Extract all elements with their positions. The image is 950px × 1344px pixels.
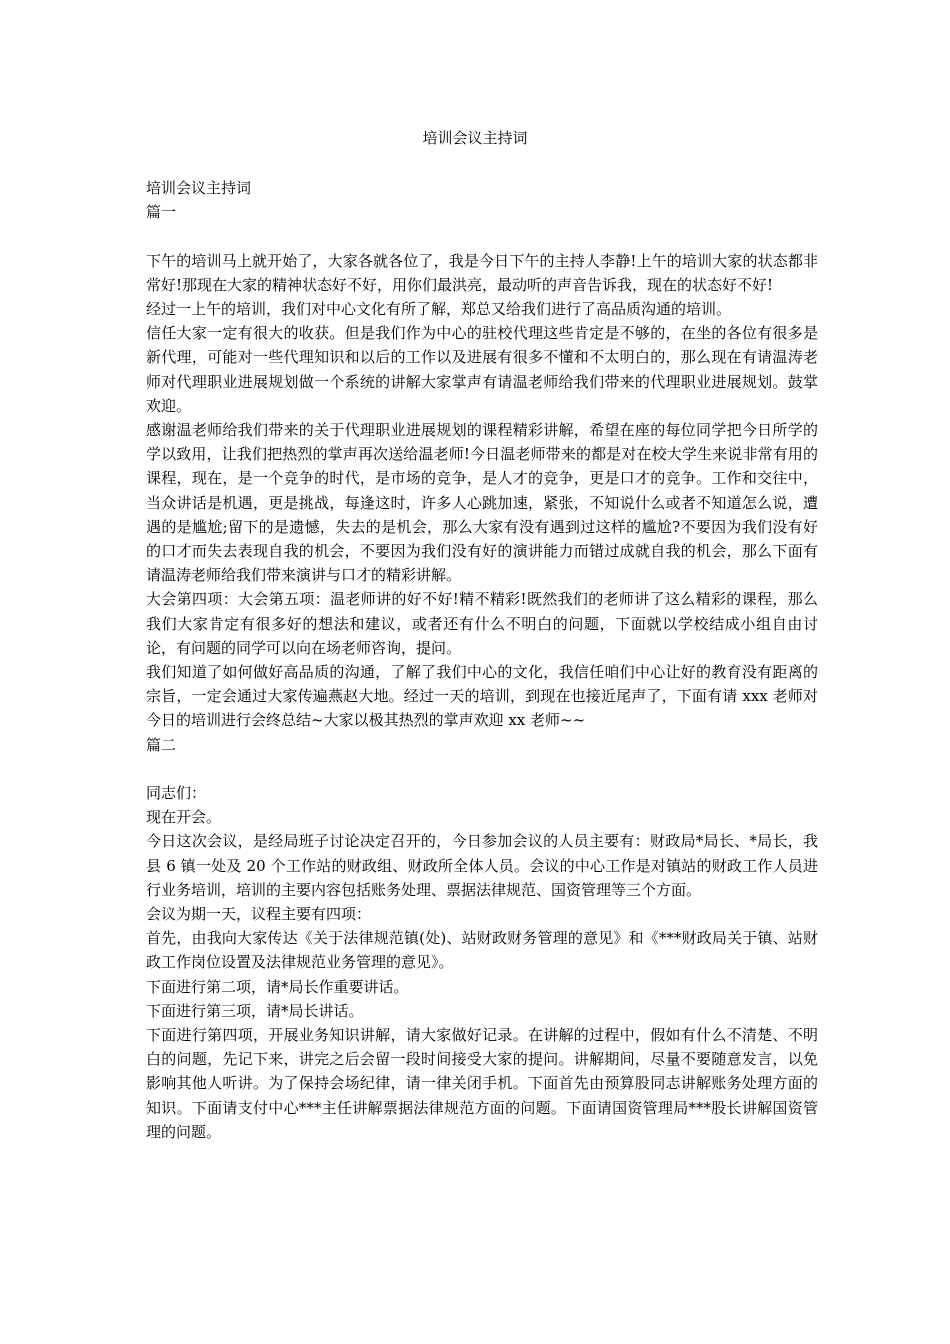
section1-paragraph: 下午的培训马上就开始了，大家各就各位了，我是今日下午的主持人李静!上午的培训大家的状态都非常好!那现在大家的精神状态好不好，用你们最洪亮，最动听的声音告诉我，现在的状态好不好! <box>146 251 818 294</box>
section2-paragraph: 下面进行第三项，请*局长讲话。 <box>146 1001 364 1020</box>
section-heading-1: 篇一 <box>146 203 177 222</box>
section2-paragraph: 现在开会。 <box>146 808 222 827</box>
section1-paragraph: 大会第四项：大会第五项：温老师讲的好不好!精不精彩!既然我们的老师讲了这么精彩的课程，那么我们大家肯定有很多好的想法和建议，或者还有什么不明白的问题，下面就以学校结成小组自由讨论，有问题的同学可以向在场老师咨询，提问。 <box>146 590 818 657</box>
section2-paragraph: 同志们： <box>146 784 207 803</box>
section1-paragraph: 信任大家一定有很大的收获。但是我们作为中心的驻校代理这些肯定是不够的，在坐的各位有很多是新代理，可能对一些代理知识和以后的工作以及进展有很多不懂和不太明白的，那么现在有请温涛老师对代理职业进展规划做一个系统的讲解大家掌声有请温老师给我们带来的代理职业进展规划。鼓掌欢迎。 <box>146 324 818 415</box>
section1-paragraph: 经过一上午的培训，我们对中心文化有所了解，郑总又给我们进行了高品质沟通的培训。 <box>146 300 732 318</box>
section2-paragraph: 下面进行第四项，开展业务知识讲解，请大家做好记录。在讲解的过程中，假如有什么不清楚、不明白的问题，先记下来，讲完之后会留一段时间接受大家的提问。讲解期间，尽量不要随意发言，以免影响其他人听讲。为了保持会场纪律，请一律关闭手机。下面首先由预算股同志讲解账务处理方面的知识。下面请支付中心***主任讲解票据法律规范方面的问题。下面请国资管理局***股长讲解国资管理的问题。 <box>146 1026 818 1141</box>
section2-paragraph: 首先，由我向大家传达《关于法律规范镇(处)、站财政财务管理的意见》和《***财政局关于镇、站财政工作岗位设置及法律规范业务管理的意见》。 <box>146 929 818 972</box>
section2-paragraph: 下面进行第二项，请*局长作重要讲话。 <box>146 977 409 996</box>
blank-line <box>146 757 818 781</box>
blank-line <box>146 224 818 248</box>
section1-paragraph: 我们知道了如何做好高品质的沟通，了解了我们中心的文化，我信任咱们中心让好的教育没有距离的宗旨，一定会通过大家传遍燕赵大地。经过一天的培训，到现在也接近尾声了，下面有请 xxx 老师对今日的培训进行会终总结~大家以极其热烈的掌声欢迎 xx 老师~~ <box>146 663 818 730</box>
document-title: 培训会议主持词 <box>422 129 528 147</box>
section2-paragraph: 今日这次会议，是经局班子讨论决定召开的，今日参加会议的人员主要有：财政局*局长、*局长，我县 6 镇一处及 20 个工作站的财政组、财政所全体人员。会议的中心工作是对镇站的财政工作人员进行业务培训，培训的主要内容包括账务处理、票据法律规范、国资管理等三个方面。 <box>146 832 818 899</box>
section1-paragraph: 感谢温老师给我们带来的关于代理职业进展规划的课程精彩讲解，希望在座的每位同学把今日所学的学以致用，让我们把热烈的掌声再次送给温老师!今日温老师带来的都是对在校大学生来说非常有用的课程，现在，是一个竞争的时代，是市场的竞争，是人才的竞争，更是口才的竞争。工作和交往中，当众讲话是机遇，更是挑战，每逢这时，许多人心跳加速，紧张，不知说什么或者不知道怎么说，遭遇的是尴尬;留下的是遗憾，失去的是机会，那么大家有没有遇到过这样的尴尬?不要因为我们没有好的口才而失去表现自我的机会，不要因为我们没有好的演讲能力而错过成就自我的机会，那么下面有请温涛老师给我们带来演讲与口才的精彩讲解。 <box>146 421 818 585</box>
document-body <box>146 176 818 1144</box>
section2-paragraph: 会议为期一天，议程主要有四项： <box>146 905 372 924</box>
document-subtitle: 培训会议主持词 <box>146 179 252 197</box>
section-heading-2: 篇二 <box>146 735 177 754</box>
